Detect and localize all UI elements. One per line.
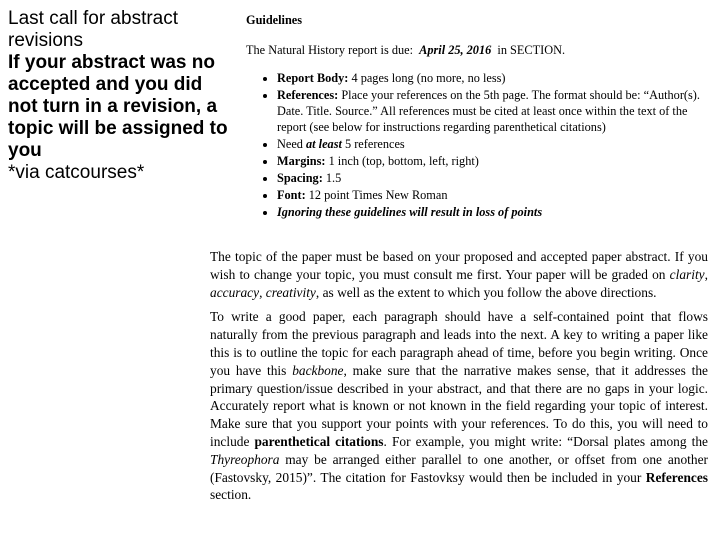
guidelines-list (246, 70, 710, 220)
guidelines-section (246, 12, 710, 221)
due-suffix: in SECTION. (497, 43, 566, 57)
instructions-body (210, 248, 708, 511)
emphasis-backbone: backbone (292, 362, 344, 378)
due-prefix: The Natural History report is due: (246, 43, 413, 57)
text-run: . For example, you might write: “Dorsal plates among the (383, 433, 708, 449)
item-label: Font: (277, 188, 306, 202)
emphasis-accuracy: accuracy (210, 284, 260, 300)
notice-via: *via catcourses* (8, 162, 145, 183)
item-text: 1 inch (top, bottom, left, right) (328, 154, 479, 168)
text-run: , make sure that the narrative makes sense, that it addresses the primary question/issue described in your abstract, and that there are no gaps in your logic. Accurately report what is known or not known in the field regarding your topic of interest. Make sure that you support your points with your references. To do this, you will need to include (210, 362, 708, 449)
item-emphasis: at least (306, 137, 342, 151)
list-item-references (277, 87, 710, 135)
notice-headline: Last call for abstract revisions (8, 8, 179, 51)
text-run: , (704, 266, 708, 282)
list-item-warning (277, 204, 710, 220)
paragraph-topic (210, 248, 708, 301)
text-run: The topic of the paper must be based on your proposed and accepted paper abstract. If you wish to change your topic, you must consult me first. Your paper will be graded on (210, 249, 708, 282)
abstract-revision-notice (8, 8, 228, 184)
text-run: , (259, 284, 263, 300)
emphasis-parenthetical-citations: parenthetical citations (254, 433, 384, 449)
due-date-line (246, 42, 710, 58)
notice-warning: If your abstract was no accepted and you did not turn in a revision, a topic will be assigned to you (8, 52, 228, 161)
item-prefix: Need (277, 137, 303, 151)
list-item-report-body (277, 70, 710, 86)
item-emphasis: Ignoring these guidelines will result in loss of points (277, 205, 543, 219)
emphasis-clarity: clarity (669, 266, 705, 282)
emphasis-creativity: creativity (265, 284, 316, 300)
paragraph-writing (210, 308, 708, 504)
item-label: References: (277, 88, 339, 102)
text-run: To write a good paper, each paragraph should have a self-contained point that flows naturally from the previous paragraph and leads into the next. A key to writing a paper like this is to outline the topic for each paragraph ahead of time, before you begin writing. Once you have this (210, 309, 708, 378)
text-run: , as well as the extent to which you follow the above directions. (315, 284, 657, 300)
item-text: 4 pages long (no more, no less) (351, 71, 506, 85)
due-date: April 25, 2016 (419, 43, 492, 57)
item-label: Report Body: (277, 71, 349, 85)
list-item-margins (277, 153, 710, 169)
emphasis-references: References (645, 469, 708, 485)
guidelines-title: Guidelines (246, 13, 303, 27)
list-item-spacing (277, 170, 710, 186)
item-text: 5 references (344, 137, 405, 151)
text-run: may be arranged either parallel to one another, or offset from one another (Fastovsky, 2015)”. The citation for Fastovksy would then be included in your (210, 451, 708, 485)
item-text: 12 point Times New Roman (308, 188, 448, 202)
list-item-need-references (277, 136, 710, 152)
item-label: Margins: (277, 154, 326, 168)
text-run: section. (210, 487, 252, 503)
item-label: Spacing: (277, 171, 323, 185)
emphasis-thyreophora: Thyreophora (210, 451, 280, 467)
item-text: 1.5 (325, 171, 342, 185)
item-text: Place your references on the 5th page. The format should be: “Author(s). Date. Title. Source.” All references must be cited at least once within the text of the report (see below for instructions regarding parenthetical citations) (277, 88, 700, 134)
list-item-font (277, 187, 710, 203)
